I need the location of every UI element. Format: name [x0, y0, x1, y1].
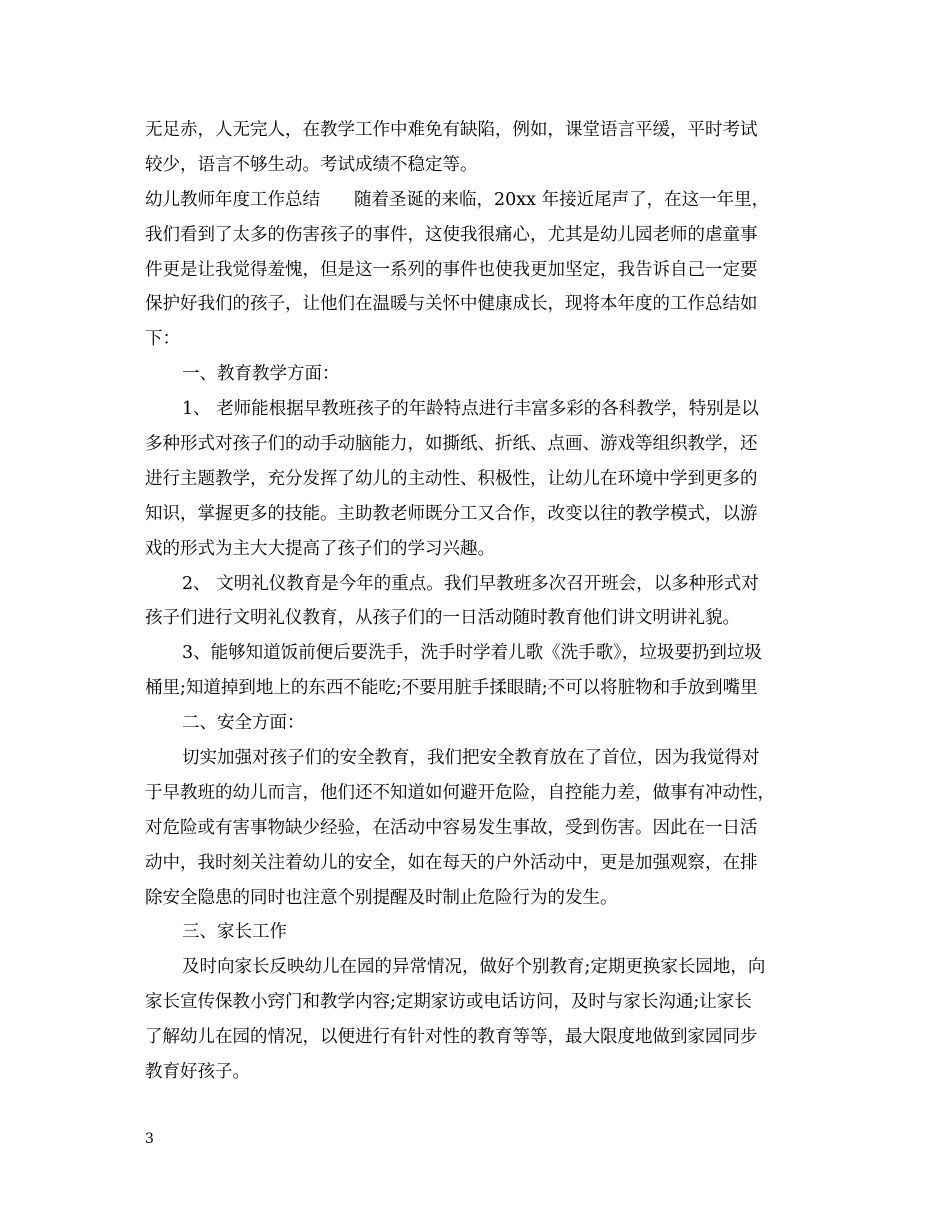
paragraph-line: 于早教班的幼儿而言，他们还不知道如何避开危险，自控能力差，做事有冲动性， — [145, 782, 775, 803]
paragraph-line: 了解幼儿在园的情况，以便进行有针对性的教育等等，最大限度地做到家园同步 — [145, 1027, 758, 1048]
paragraph-line: 知识，掌握更多的技能。主助教老师既分工又合作，改变以往的教学模式，以游 — [145, 503, 758, 524]
page-number: 3 — [145, 1131, 154, 1147]
document-title: 幼儿教师年度工作总结 — [145, 189, 320, 210]
paragraph-line: 多种形式对孩子们的动手动脑能力，如撕纸、折纸、点画、游戏等组织教学，还 — [145, 434, 758, 455]
paragraph-line: 3、能够知道饭前便后要洗手，洗手时学着儿歌《洗手歌》，垃圾要扔到垃圾 — [182, 643, 762, 664]
paragraph-line: 动中，我时刻关注着幼儿的安全，如在每天的户外活动中，更是加强观察，在排 — [145, 852, 758, 873]
paragraph-line: 孩子们进行文明礼仪教育，从孩子们的一日活动随时教育他们讲文明讲礼貌。 — [145, 608, 740, 629]
paragraph-line: 桶里;知道掉到地上的东西不能吃;不要用脏手揉眼睛;不可以将脏物和手放到嘴里 — [145, 678, 758, 699]
paragraph-text: 随着圣诞的来临，20xx 年接近尾声了，在这一年里， — [354, 189, 770, 210]
paragraph-line: 保护好我们的孩子，让他们在温暖与关怀中健康成长，现将本年度的工作总结如 — [145, 294, 758, 315]
section-heading: 二、安全方面： — [182, 713, 305, 734]
paragraph-line: 进行主题教学，充分发挥了幼儿的主动性、积极性，让幼儿在环境中学到更多的 — [145, 468, 758, 489]
paragraph-line: 下： — [145, 329, 180, 350]
paragraph-line: 1、 老师能根据早教班孩子的年龄特点进行丰富多彩的各科教学，特别是以 — [182, 399, 759, 420]
paragraph-line: 较少，语言不够生动。考试成绩不稳定等。 — [145, 154, 478, 175]
paragraph-line: 除安全隐患的同时也注意个别提醒及时制止危险行为的发生。 — [145, 887, 618, 908]
paragraph-line: 件更是让我觉得羞愧，但是这一系列的事件也使我更加坚定，我告诉自己一定要 — [145, 259, 758, 280]
paragraph-line: 无足赤，人无完人，在教学工作中难免有缺陷，例如，课堂语言平缓，平时考试 — [145, 120, 758, 140]
paragraph-line: 及时向家长反映幼儿在园的异常情况，做好个别教育;定期更换家长园地，向 — [182, 957, 766, 978]
paragraph-line: 切实加强对孩子们的安全教育，我们把安全教育放在了首位，因为我觉得对 — [182, 748, 760, 769]
title-line — [145, 183, 815, 218]
section-heading: 三、家长工作 — [182, 922, 287, 943]
paragraph-line: 教育好孩子。 — [145, 1062, 250, 1083]
paragraph-line: 家长宣传保教小窍门和教学内容;定期家访或电话访问，及时与家长沟通;让家长 — [145, 992, 752, 1013]
section-heading: 一、教育教学方面： — [182, 364, 340, 385]
document-body — [145, 113, 815, 1090]
paragraph-line: 对危险或有害事物缺少经验，在活动中容易发生事故，受到伤害。因此在一日活 — [145, 817, 758, 838]
paragraph-line: 我们看到了太多的伤害孩子的事件，这使我很痛心，尤其是幼儿园老师的虐童事 — [145, 224, 758, 245]
paragraph-line: 戏的形式为主大大提高了孩子们的学习兴趣。 — [145, 538, 495, 559]
paragraph-line: 2、 文明礼仪教育是今年的重点。我们早教班多次召开班会，以多种形式对 — [182, 573, 759, 594]
